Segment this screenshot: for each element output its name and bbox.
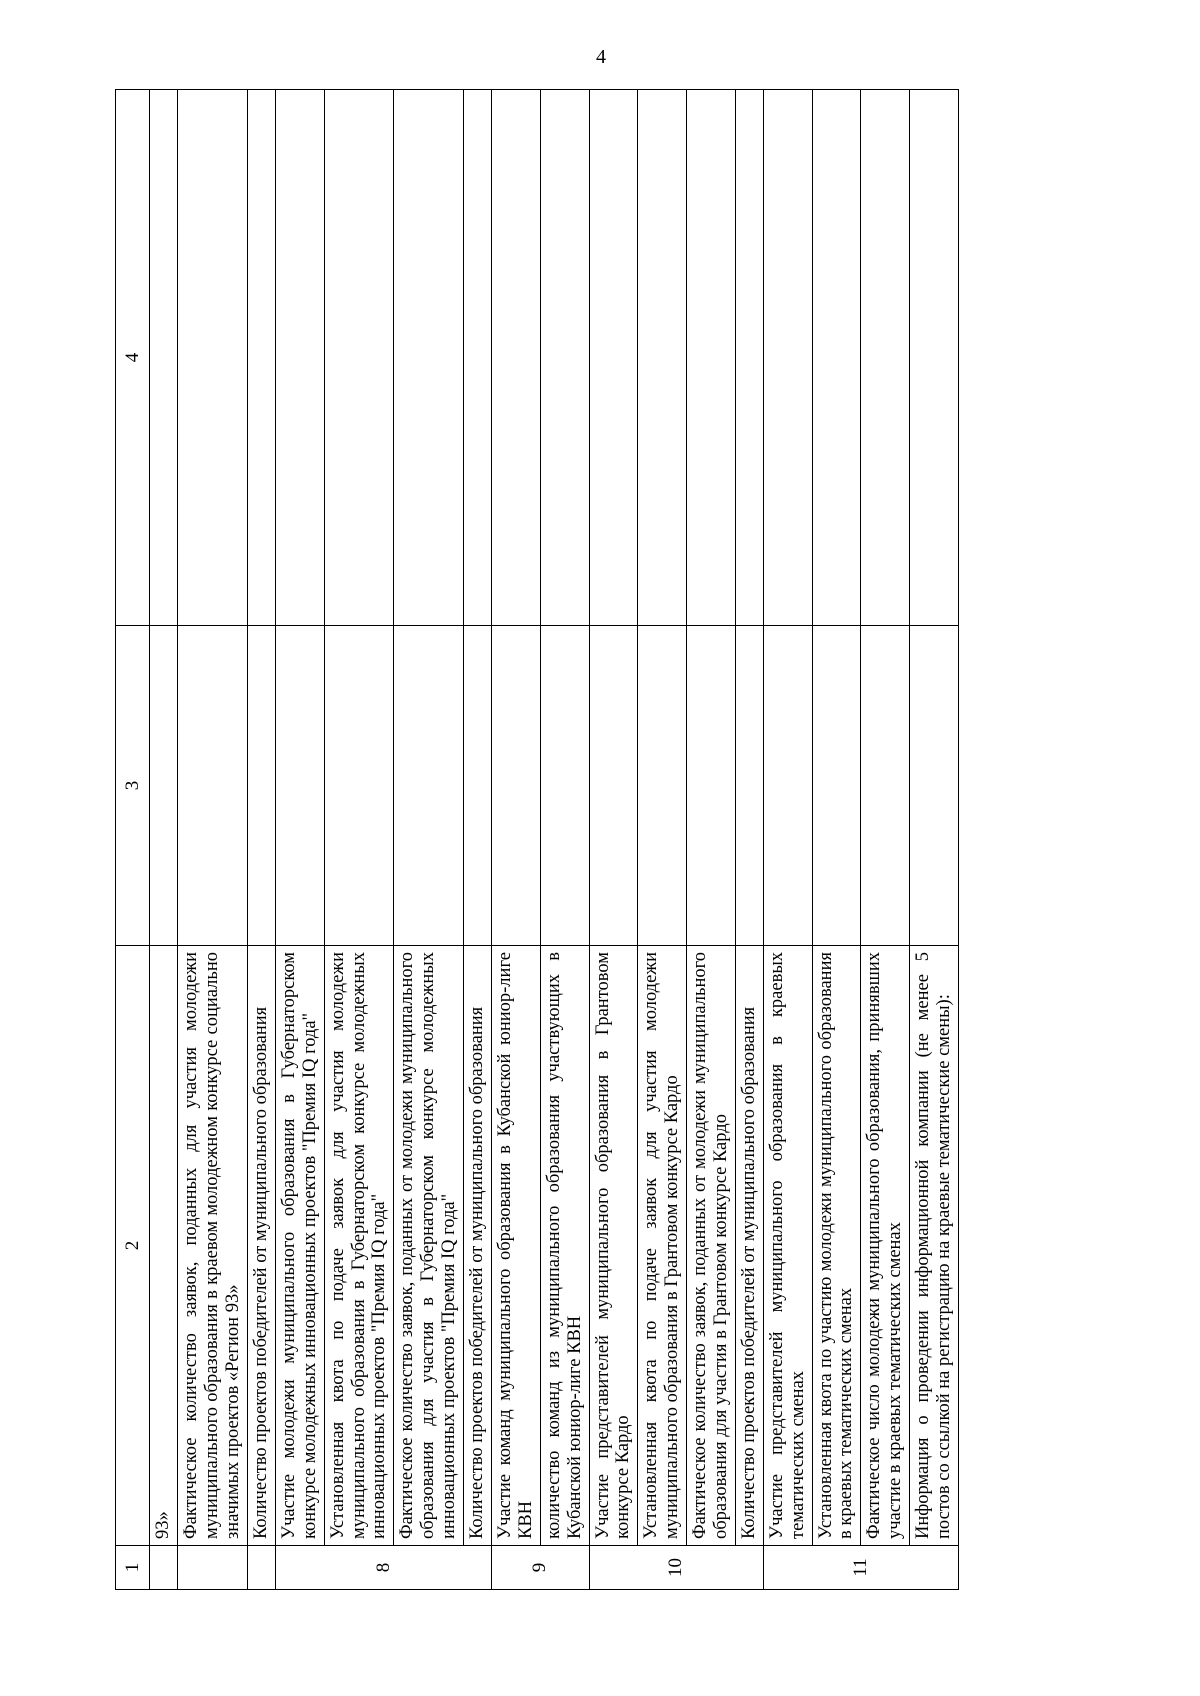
table-row <box>763 90 812 1590</box>
row-number-cell: 11 <box>763 1546 958 1590</box>
table-row <box>735 90 763 1590</box>
indicator-cell: количество команд из муниципального образования участвующих в Кубанской юниор-лиге КВН <box>540 946 589 1546</box>
value-cell <box>763 626 812 946</box>
section-title-cell: Участие представителей муниципального образования в краевых тематических сменах <box>763 946 812 1546</box>
table-row <box>275 90 324 1590</box>
value-cell <box>540 626 589 946</box>
note-cell <box>589 90 638 626</box>
section-title-cell: Участие молодежи муниципального образования в Губернаторском конкурсе молодежных инновационных проектов "Премия IQ года" <box>275 946 324 1546</box>
indicator-cell: Установленная квота по участию молодежи муниципального образования в краевых тематических сменах <box>812 946 861 1546</box>
note-cell <box>540 90 589 626</box>
table-row <box>178 90 248 1590</box>
table-row <box>638 90 687 1590</box>
row-number-cell: 10 <box>589 1546 763 1590</box>
header-cell-1: 1 <box>116 1546 150 1590</box>
header-cell-2: 2 <box>116 946 150 1546</box>
table-row <box>687 90 736 1590</box>
row-number-cell <box>178 1546 248 1590</box>
indicator-cell: 93» <box>150 946 178 1546</box>
value-cell <box>812 626 861 946</box>
note-cell <box>735 90 763 626</box>
note-cell <box>275 90 324 626</box>
note-cell <box>763 90 812 626</box>
indicator-cell: Фактическое количество заявок, поданных от молодежи муниципального образования для участия в Губернаторском конкурсе молодежных инновационных проектов "Премия IQ года" <box>394 946 464 1546</box>
value-cell <box>589 626 638 946</box>
rotated-table-container <box>115 90 1075 1590</box>
value-cell <box>687 626 736 946</box>
table-row <box>861 90 910 1590</box>
indicator-cell: Фактическое число молодежи муниципального образования, принявших участие в краевых тематических сменах <box>861 946 910 1546</box>
note-cell <box>324 90 394 626</box>
table-row <box>464 90 492 1590</box>
row-number-cell <box>150 1546 178 1590</box>
indicator-cell: Установленная квота по подаче заявок для участия молодежи муниципального образования в Грантовом конкурсе Кардо <box>638 946 687 1546</box>
table-row <box>324 90 394 1590</box>
table-row <box>248 90 276 1590</box>
table-row <box>589 90 638 1590</box>
table-row <box>540 90 589 1590</box>
table-row <box>491 90 540 1590</box>
note-cell <box>178 90 248 626</box>
value-cell <box>638 626 687 946</box>
table-row <box>910 90 959 1590</box>
indicator-cell: Установленная квота по подаче заявок для участия молодежи муниципального образования в Губернаторском конкурсе молодежных инновационных проектов "Премия IQ года" <box>324 946 394 1546</box>
note-cell <box>150 90 178 626</box>
value-cell <box>491 626 540 946</box>
section-title-cell: Участие представителей муниципального образования в Грантовом конкурсе Кардо <box>589 946 638 1546</box>
note-cell <box>248 90 276 626</box>
note-cell <box>812 90 861 626</box>
note-cell <box>394 90 464 626</box>
value-cell <box>464 626 492 946</box>
page-number: 4 <box>596 46 606 68</box>
table-row <box>150 90 178 1590</box>
value-cell <box>178 626 248 946</box>
indicator-cell: Количество проектов победителей от муниципального образования <box>464 946 492 1546</box>
table-row <box>394 90 464 1590</box>
indicator-cell: Количество проектов победителей от муниципального образования <box>248 946 276 1546</box>
note-cell <box>910 90 959 626</box>
value-cell <box>735 626 763 946</box>
row-number-cell: 8 <box>275 1546 491 1590</box>
value-cell <box>394 626 464 946</box>
value-cell <box>275 626 324 946</box>
value-cell <box>861 626 910 946</box>
report-table <box>115 89 959 1590</box>
value-cell <box>324 626 394 946</box>
indicator-cell: Фактическое количество заявок, поданных для участия молодежи муниципального образования в краевом молодежном конкурсе социально значимых проектов «Регион 93» <box>178 946 248 1546</box>
row-number-cell <box>248 1546 276 1590</box>
table-row <box>812 90 861 1590</box>
section-title-cell: Участие команд муниципального образования в Кубанской юниор-лиге КВН <box>491 946 540 1546</box>
note-cell <box>491 90 540 626</box>
note-cell <box>861 90 910 626</box>
note-cell <box>638 90 687 626</box>
value-cell <box>248 626 276 946</box>
table-body <box>150 90 958 1590</box>
note-cell <box>687 90 736 626</box>
header-row <box>116 90 150 1590</box>
indicator-cell: Фактическое количество заявок, поданных от молодежи муниципального образования для участия в Грантовом конкурсе Кардо <box>687 946 736 1546</box>
header-cell-3: 3 <box>116 626 150 946</box>
note-cell <box>464 90 492 626</box>
indicator-cell: Информация о проведении информационной компании (не менее 5 постов со ссылкой на регистрацию на краевые тематические смены): <box>910 946 959 1546</box>
header-cell-4: 4 <box>116 90 150 626</box>
value-cell <box>910 626 959 946</box>
indicator-cell: Количество проектов победителей от муниципального образования <box>735 946 763 1546</box>
value-cell <box>150 626 178 946</box>
row-number-cell: 9 <box>491 1546 589 1590</box>
